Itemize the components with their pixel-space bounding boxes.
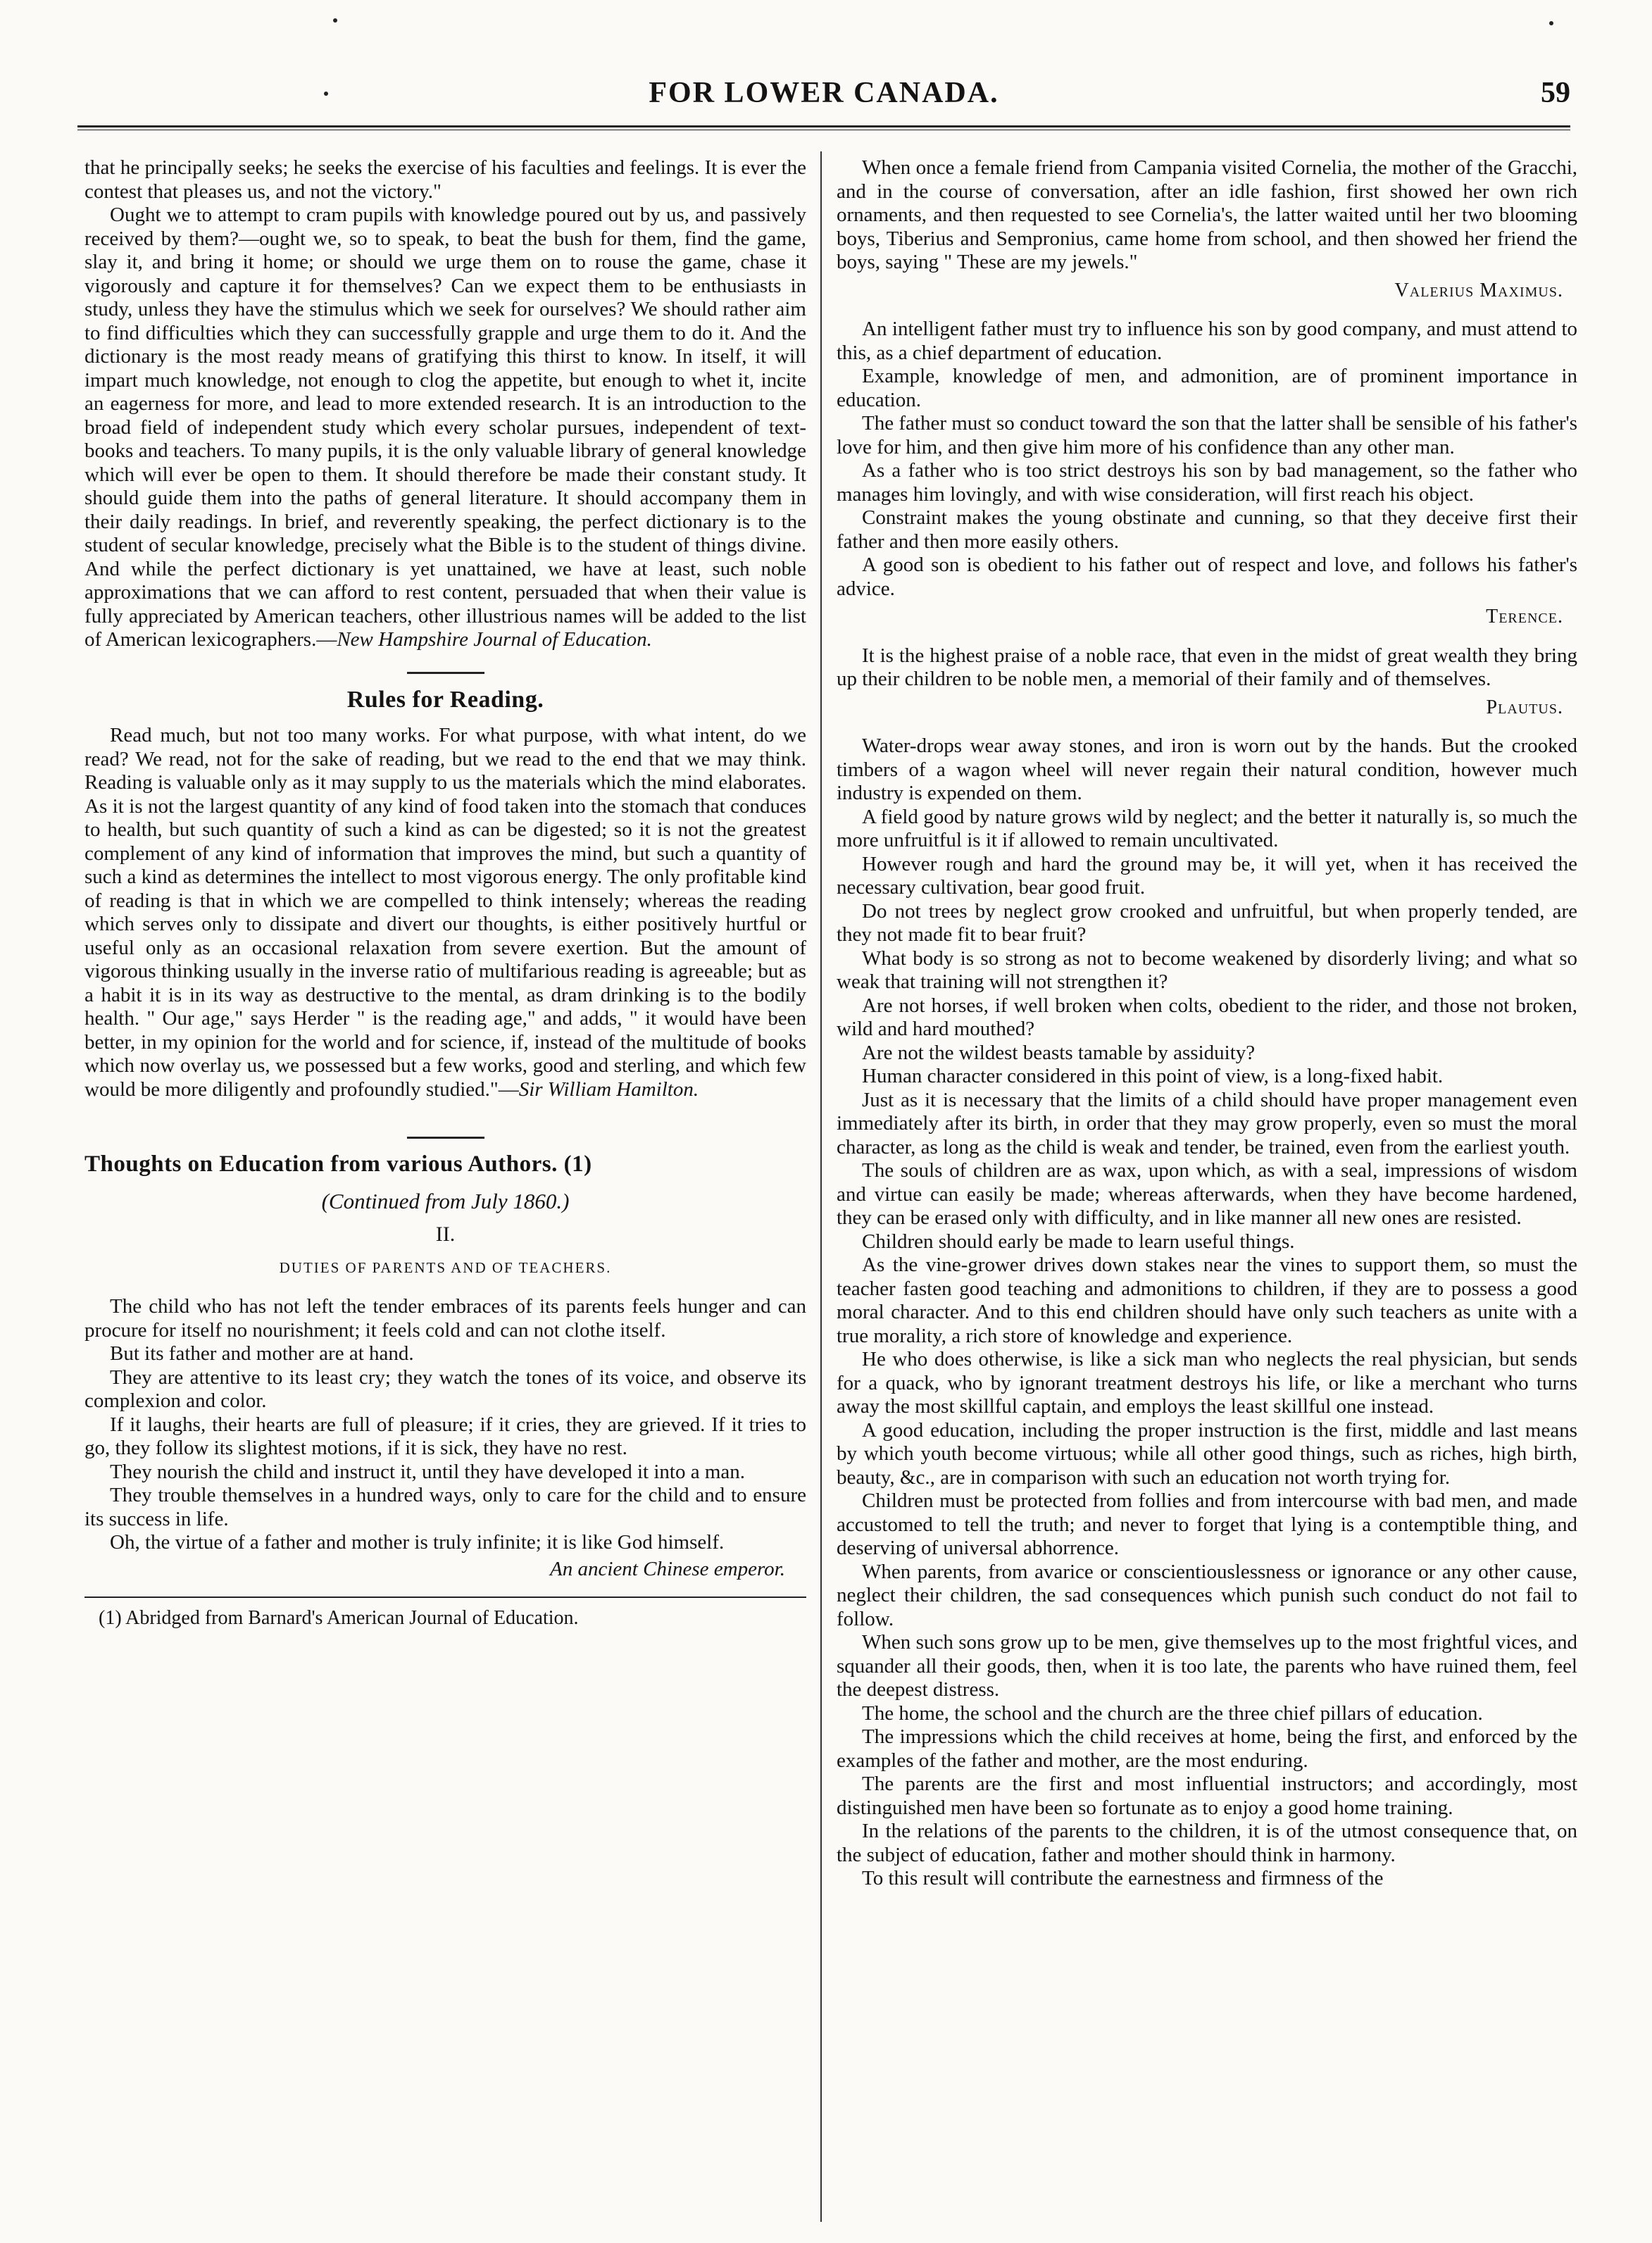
paragraph: that he principally seeks; he seeks the exercise of his faculties and feelings. It is ever the contest that pleases us, and not the victory." [85, 156, 806, 203]
paragraph: Human character considered in this point of view, is a long-fixed habit. [862, 1065, 1444, 1087]
print-speck [1549, 21, 1553, 25]
paragraph: An intelligent father must try to influence his son by good company, and must attend to this, as a chief department of education. [837, 318, 1577, 364]
footnote-rule [85, 1597, 806, 1598]
paragraph: He who does otherwise, is like a sick man who neglects the real physician, but sends for a quack, who by ignorant treatment destroys his life, or like a merchant who turns away the most skillful captain, and employs the least skillful one instead. [837, 1348, 1577, 1418]
paragraph: Children should early be made to learn useful things. [862, 1230, 1295, 1253]
left-column [85, 156, 806, 1630]
paragraph: A good son is obedient to his father out of respect and love, and follows his father's advice. [837, 554, 1577, 600]
paragraph: As a father who is too strict destroys his son by bad management, so the father who manages him lovingly, and with wise consideration, will first reach his object. [837, 459, 1577, 506]
footnote: (1) Abridged from Barnard's American Journal of Education. [99, 1607, 579, 1629]
paragraph: A good education, including the proper instruction is the first, middle and last means by which youth become virtuous; while all other good things, such as riches, high birth, beauty, &c., are in comparison with such an education not worth trying for. [837, 1418, 1577, 1489]
paragraph: Water-drops wear away stones, and iron is worn out by the hands. But the crooked timbers of a wagon wheel will never regain their natural condition, however much industry is expended on them. [837, 735, 1577, 804]
section-title: Rules for Reading. [346, 686, 544, 713]
paragraph: They nourish the child and instruct it, until they have developed it into a man. [110, 1460, 746, 1483]
section-title: Thoughts on Education from various Authors. (1) [85, 1151, 592, 1177]
paragraph-text: Read much, but not too many works. For what purpose, with what intent, do we read? We read, not for the sake of reading, but we read to the end that we may think. Reading is valuable only as it may supply to us the materials which the mind elaborates. As it is not the largest quantity of any kind of food taken into the stomach that conduces to health, but such quantity of such a kind as can be digested; so it is not the greatest complement of any kind of information that improves the mind, but such a quantity of such a kind as determines the intellect to most vigorous energy. The only profitable kind of reading is that in which we are compelled to think intensely; whereas the reading which serves only to dissipate and divert our thoughts, is either positively hurtful or useful only as an occasional relaxation from severe exertion. But the amount of vigorous thinking usually in the inverse ratio of multifarious reading is agreeable; but as a habit it is in its way as destructive to the mental, as dram drinking is to the bodily health. " Our age," says Herder " is the reading age," and adds, " it would have been better, in my opinion for the world and for science, if, instead of the multitude of books which now overlay us, we possessed but a few works, good and sterling, and which few would be more diligently and profoundly studied."— [85, 724, 806, 1101]
source-citation: New Hampshire Journal of Education. [337, 628, 652, 651]
paragraph: Are not the wildest beasts tamable by assiduity? [862, 1041, 1256, 1064]
page-number: 59 [1541, 77, 1570, 109]
paragraph: Oh, the virtue of a father and mother is truly infinite; it is like God himself. [110, 1531, 725, 1554]
paragraph: When once a female friend from Campania visited Cornelia, the mother of the Gracchi, and in the course of conversation, after an idle fashion, first showed her own rich ornaments, and then requested to see Cornelia's, the latter waited until her two blooming boys, Tiberius and Sempronius, came home from school, and then showed her friend the boys, saying " These are my jewels." [837, 156, 1577, 273]
paragraph [85, 204, 806, 652]
paragraph: They trouble themselves in a hundred ways, only to care for the child and to ensure its success in life. [85, 1484, 806, 1530]
paragraph: The home, the school and the church are the three chief pillars of education. [862, 1701, 1483, 1725]
paragraph: Do not trees by neglect grow crooked and unfruitful, but when properly tended, are they not made fit to bear fruit? [837, 899, 1577, 946]
paragraph: But its father and mother are at hand. [110, 1342, 414, 1365]
paragraph: Constraint makes the young obstinate and cunning, so that they deceive first their father and then more easily others. [837, 506, 1577, 553]
paragraph: As the vine-grower drives down stakes near the vines to support them, so must the teacher fasten good teaching and admonitions to children, if they are to possess a good moral character. And to this end children should have only such teachers as unite with a true morality, a rich store of knowledge and experience. [837, 1254, 1577, 1347]
running-head: FOR LOWER CANADA. [649, 77, 999, 109]
paragraph: If it laughs, their hearts are full of pleasure; if it cries, they are grieved. If it tries to go, they follow its slightest motions, if it is sick, they have no rest. [85, 1413, 806, 1459]
section-rule [407, 1137, 484, 1139]
paragraph: To this result will contribute the earnestness and firmness of the [862, 1867, 1384, 1889]
paragraph: However rough and hard the ground may be, it will yet, when it has received the necessary cultivation, bear good fruit. [837, 852, 1577, 899]
page-header [77, 76, 1570, 118]
paragraph: The impressions which the child receives at home, being the first, and enforced by the examples of the father and mother, are the most enduring. [837, 1725, 1577, 1772]
paragraph: A field good by nature grows wild by neglect; and the better it naturally is, so much the more unfruitful is it if allowed to remain uncultivated. [837, 805, 1577, 851]
print-speck [333, 18, 337, 23]
paragraph-text: Ought we to attempt to cram pupils with knowledge poured out by us, and passively received by them?—ought we, so to speak, to beat the bush for them, find the game, slay it, and bring it home; or should we urge them on to rouse the game, chase it vigorously and capture it for themselves? Can we expect them to be enthusiasts in study, unless they have the stimulus which we seek for ourselves? We should rather aim to find difficulties which they can successfully grapple and urge them to do it. And the dictionary is the most ready means of gratifying this thirst to know. In itself, it will impart much knowledge, not enough to clog the appetite, but enough to whet it, incite an eagerness for more, and lead to more extended research. It is an introduction to the broad field of independent study which every scholar pursues, independent of text-books and teachers. To many pupils, it is the only valuable library of general knowledge which will ever be open to them. It should therefore be made their constant study. It should guide them into the paths of general literature. It should accompany them in their daily readings. In brief, and reverently speaking, the perfect dictionary is to the student of secular knowledge, precisely what the Bible is to the student of things divine. And while the perfect dictionary is yet unattained, we have at least, such noble approximations that we can afford to rest content, persuaded that when their value is fully appreciated by American teachers, other illustrious names will be added to the list of American lexicographers.— [85, 204, 806, 651]
attribution: Terence. [1486, 606, 1563, 627]
paragraph: The souls of children are as wax, upon which, as with a seal, impressions of wisdom and virtue can easily be made; whereas afterwards, when they have become hardened, they can be erased only with difficulty, and in like manner all new ones are resisted. [837, 1159, 1577, 1229]
paragraph [85, 724, 806, 1101]
paragraph: Children must be protected from follies and from intercourse with bad men, and made accustomed to tell the truth; and never to forget that lying is a contemptible thing, and deserving of universal abhorrence. [837, 1489, 1577, 1559]
paragraph: It is the highest praise of a noble race, that even in the midst of great wealth they bring up their children to be noble men, a memorial of their family and of themselves. [837, 644, 1577, 690]
signature: An ancient Chinese emperor. [550, 1557, 785, 1580]
paragraph: What body is so strong as not to become weakened by disorderly living; and what so weak that training will not strengthen it? [837, 946, 1577, 993]
continued-note: (Continued from July 1860.) [321, 1188, 570, 1213]
paragraph: Are not horses, if well broken when colts, obedient to the rider, and those not broken, wild and hard mouthed? [837, 994, 1577, 1040]
source-citation: Sir William Hamilton. [518, 1077, 699, 1101]
paragraph: When parents, from avarice or conscientiouslessness or ignorance or any other cause, neglect their children, the sad consequences which punish such conduct do not fail to follow. [837, 1560, 1577, 1630]
paragraph: The parents are the first and most influential instructors; and accordingly, most distinguished men have been so fortunate as to enjoy a good home training. [837, 1773, 1577, 1819]
part-number: II. [435, 1223, 456, 1246]
section-rule [407, 672, 484, 674]
attribution: Valerius Maximus. [1394, 279, 1563, 301]
paragraph: In the relations of the parents to the children, it is of the utmost consequence that, on the subject of education, father and mother should think in harmony. [837, 1820, 1577, 1866]
paragraph: Just as it is necessary that the limits of a child should have proper management even immediately after its birth, in order that they may grow properly, even so must the moral character, as long as the child is weak and tender, be trained, even from the earliest youth. [837, 1088, 1577, 1158]
column-divider [820, 151, 822, 2222]
paragraph: The father must so conduct toward the son that the latter shall be sensible of his father's love for him, and then give him more of his confidence than any other man. [837, 412, 1577, 458]
paragraph: The child who has not left the tender embraces of its parents feels hunger and can procure for itself no nourishment; it feels cold and can not clothe itself. [85, 1295, 806, 1342]
paragraph: When such sons grow up to be men, give themselves up to the most frightful vices, and squander all their goods, then, when it is too late, the parents who have ruined them, feel the deepest distress. [837, 1631, 1577, 1701]
right-column [837, 156, 1577, 1891]
paragraph: They are attentive to its least cry; they watch the tones of its voice, and observe its complexion and color. [85, 1366, 806, 1412]
paragraph: Example, knowledge of men, and admonition, are of prominent importance in education. [837, 365, 1577, 411]
subsection-heading: DUTIES OF PARENTS AND OF TEACHERS. [279, 1258, 612, 1276]
header-rule [77, 125, 1570, 130]
attribution: Plautus. [1486, 696, 1563, 718]
